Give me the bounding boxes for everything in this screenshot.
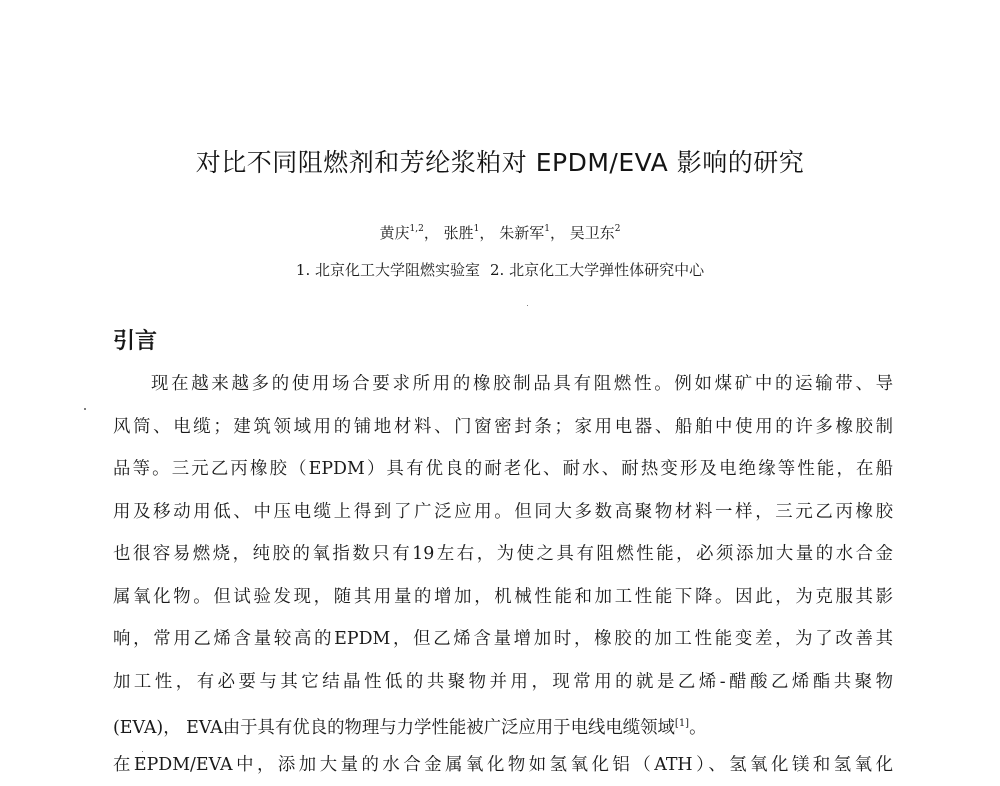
author-separator: ， (423, 224, 439, 242)
author-affil-mark: 2 (614, 224, 621, 234)
paragraph-line: 现在越来越多的使用场合要求所用的橡胶制品具有阻燃性。例如煤矿中的运输带、导 (151, 374, 893, 394)
affiliation: 2. 北京化工大学弹性体研究中心 (490, 261, 705, 279)
paper-title: 对比不同阻燃剂和芳纶浆粕对 EPDM/EVA 影响的研究 (195, 148, 805, 177)
scan-speck (527, 305, 528, 306)
author-separator: ， (479, 224, 495, 242)
cutoff-next-line (113, 743, 893, 775)
author-list (0, 222, 1000, 243)
paragraph-line (113, 703, 893, 746)
body-paragraph (113, 363, 893, 746)
line-end-punct: 。 (689, 718, 707, 738)
scan-speck (142, 751, 143, 752)
citation-mark: [1] (674, 718, 690, 729)
author-affil-mark: 1 (544, 224, 550, 234)
author-name: 张胜 (443, 224, 474, 242)
author-name: 黄庆 (379, 224, 410, 242)
paragraph-line: 属氧化物。但试验发现，随其用量的增加，机械性能和加工性能下降。因此，为克服其影 (113, 586, 893, 607)
scan-speck (84, 408, 86, 410)
paragraph-line: 用及移动用低、中压电缆上得到了广泛应用。但同大多数高聚物材料一样，三元乙丙橡胶 (113, 501, 893, 522)
section-heading: 引言 (113, 329, 158, 354)
author-name: 朱新军 (499, 224, 545, 242)
paragraph-line: 响，常用乙烯含量较高的EPDM，但乙烯含量增加时，橡胶的加工性能变差，为了改善其 (113, 629, 893, 649)
cutoff-line-text: 在EPDM/EVA中，添加大量的水合金属氧化物如氢氧化铝（ATH）、氢氧化镁和氢氧化 (113, 755, 893, 775)
author-affil-mark: 1 (473, 224, 480, 234)
affiliation: 1. 北京化工大学阻燃实验室 (295, 261, 480, 279)
paragraph-line: 也很容易燃烧，纯胶的氧指数只有19左右，为使之具有阻燃性能，必须添加大量的水合金 (113, 544, 893, 564)
paragraph-line-text: (EVA)， EVA由于具有优良的物理与力学性能被广泛应用于电线电缆领域 (113, 718, 675, 738)
author-separator: ， (549, 224, 565, 242)
paragraph-line: 品等。三元乙丙橡胶（EPDM）具有优良的耐老化、耐水、耐热变形及电绝缘等性能，在船 (113, 459, 893, 479)
author-name: 吴卫东 (569, 224, 615, 242)
paragraph-line: 风筒、电缆；建筑领域用的铺地材料、门窗密封条；家用电器、船舶中使用的许多橡胶制 (113, 416, 893, 437)
affiliation-line (0, 259, 1000, 280)
author-affil-mark: 1,2 (409, 224, 424, 234)
paragraph-line: 加工性，有必要与其它结晶性低的共聚物并用，现常用的就是乙烯-醋酸乙烯酯共聚物 (113, 671, 893, 692)
